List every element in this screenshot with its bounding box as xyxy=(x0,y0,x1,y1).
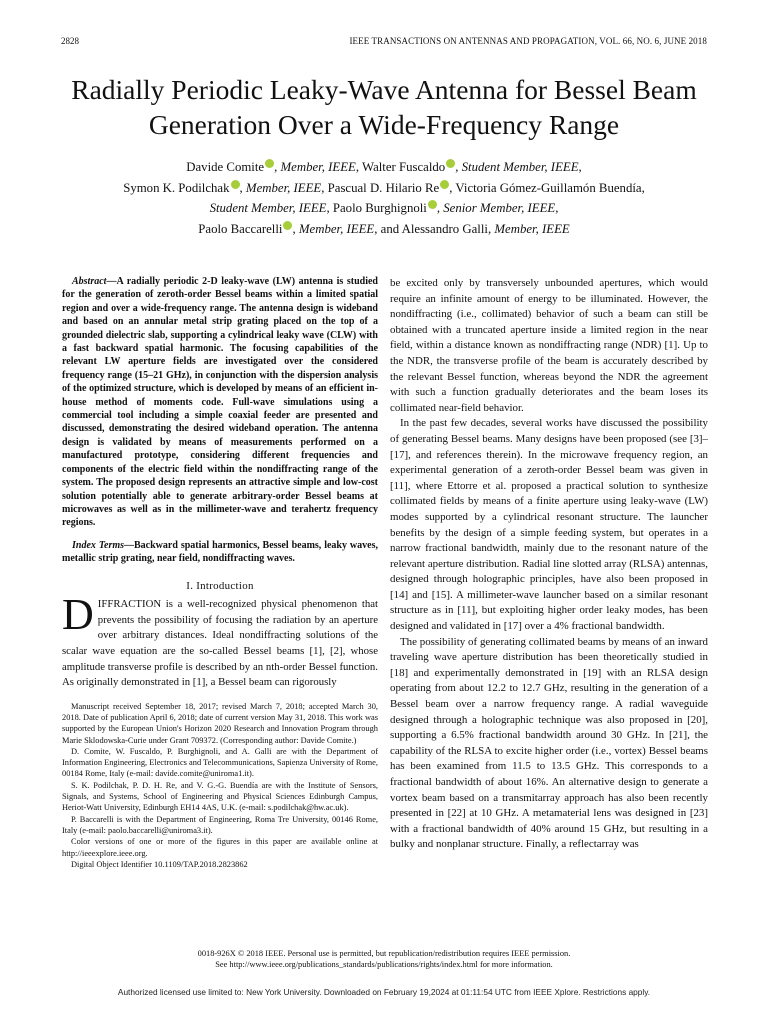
copyright-line: 0018-926X © 2018 IEEE. Personal use is permitted, but republication/redistribution requires IEEE permission. xyxy=(197,949,571,958)
download-notice: Authorized licensed use limited to: New York University. Downloaded on February 19,2024 at 01:11:54 UTC from IEEE Xplore. Restrictions apply. xyxy=(117,987,651,997)
abstract-lead: Abstract xyxy=(72,276,107,287)
author-sep: , xyxy=(239,180,246,195)
author-membership: Senior Member, IEEE xyxy=(443,201,556,215)
abstract-text: —A radially periodic 2-D leaky-wave (LW) antenna is studied for the generation of zeroth-order Bessel beams within a limited spatial region and over a wide-frequency range. The antenna design is wideband and based on an annular metal strip grating placed on the top of a grounded dielectric slab, supporting a cylindrical leaky wave (CLW) with a fast backward spatial harmonic. The focusing capabilities of the relevant LW aperture fields are investigated over the considered frequency range (15–21 GHz), in conjunction with the dispersion analysis of the optimized structure, which is developed by means of an efficient in-house method of moments code. Full-wave simulations using a commercial tool including a simple coaxial feeder are presented and discussed, demonstrating the desired wideband operation. The antenna design is validated by means of measurements performed on a manufactured prototype, considering different frequencies and components of the electric field within the nondiffracting range of the system. The proposed design represents an attractive simple and low-cost solution potentially able to generate arbitrary-order Bessel beams at microwaves as well as in the millimeter-wave and terahertz frequency regions. xyxy=(62,276,378,529)
journal-header: IEEE TRANSACTIONS ON ANTENNAS AND PROPAGATION, VOL. 66, NO. 6, JUNE 2018 xyxy=(349,36,707,46)
author-membership: Member, IEEE xyxy=(245,180,322,195)
abstract xyxy=(62,275,378,530)
author-name: , and Alessandro Galli, xyxy=(374,221,495,236)
section-heading: I. Introduction xyxy=(186,579,254,592)
drop-cap: D xyxy=(62,590,94,640)
author-name: Symon K. Podilchak xyxy=(123,180,230,195)
author-name: , Pascual D. Hilario Re xyxy=(321,180,440,195)
author-sep: , xyxy=(578,160,582,174)
footnotes xyxy=(62,701,378,870)
copyright-line: See http://www.ieee.org/publications_standards/publications/rights/index.html for more information. xyxy=(215,960,553,970)
author-membership: Student Member, IEEE xyxy=(461,160,579,174)
author-sep: , xyxy=(555,201,559,215)
index-terms xyxy=(62,539,378,566)
body-paragraph: The possibility of generating collimated beams by means of an inward traveling wave aperture distribution has been theoretically studied in [18] and experimentally demonstrated in [19] with an RLSA design operating from about 12.2 to 12.7 GHz, resulting in the generation of a Bessel beam over a narrow frequency range. A radial waveguide designed through a holographic technique was also proposed in [20], supporting a 6.5% fractional bandwidth around 30 GHz. In [21], the capability of the RLSA to excite higher order (i.e., vortex) Bessel beams has been examined from 11.5 to 13.5 GHz. This corresponds to a fractional bandwidth of about 16%. An alternative design to generate a vortex beam based on a transmitarray approach has also been recently presented in [22] at 10 GHz. A metamaterial lens was designed in [23] with a fractional bandwidth of 40% around 15 GHz, but resulting in a bulky and nonplanar structure. Finally, a reflectarray was xyxy=(390,635,708,851)
author-name: Paolo Baccarelli xyxy=(198,221,283,236)
author-line-3 xyxy=(60,198,708,219)
footnote: P. Baccarelli is with the Department of Engineering, Roma Tre University, 00146 Rome, Italy (e-mail: paolo.baccarelli@uniroma3.it). xyxy=(62,814,378,835)
intro-text: IFFRACTION is a well-recognized physical phenomenon that prevents the possibility of focusing the radiation by an aperture over arbitrary distances. Ideal nondiffracting solutions of the scalar wave equation are the so-called Bessel beams [1], [2], whose amplitude transverse profile is described by an nth-order Bessel function. As originally demonstrated in [1], a Bessel beam can rigorously xyxy=(62,598,378,689)
intro-paragraph xyxy=(62,590,378,691)
orcid-icon[interactable] xyxy=(231,180,240,189)
author-name: Davide Comite xyxy=(186,160,265,174)
author-name: , Walter Fuscaldo xyxy=(355,160,446,174)
author-membership: Member, IEEE xyxy=(280,160,356,174)
footnote: Manuscript received September 18, 2017; revised March 7, 2018; accepted March 30, 2018. Date of publication April 6, 2018; date of current version May 31, 2018. This work was supported by the European Union's Horizon 2020 Research and Innovation Program through Marie Sklodowska-Curie under Grant 709372. (Corresponding author: Davide Comite.) xyxy=(62,701,378,745)
orcid-icon[interactable] xyxy=(440,180,449,189)
body-paragraph: be excited only by transversely unbounded apertures, which would require an infinite amount of energy to be illuminated. However, the nondiffracting (i.e., collimated) behavior of such a beam can still be obtained with a truncated aperture inside a limited region in the near field, within a distance known as nondiffracting range (NDR) [1]. Up to the NDR, the transverse profile of the beam is accurately described by the relevant Bessel function, whereas beyond the NDR the agreement with such a function gradually deteriorates and the beam loses its collimated near-field behavior. xyxy=(390,277,708,414)
body-paragraph: In the past few decades, several works have discussed the possibility of generating Bessel beams. Many designs have been proposed (see [3]–[17], and references therein). In the microwave frequency region, an experimental generation of a zeroth-order Bessel beam was given in [11], where Ettorre et al. proposed a practical solution to synthesize collimated fields by means of a finite aperture using leaky-wave (LW) modes supported by a cylindrical resonant structure. The launcher benefits by the design of a simple feeding system, but operates in a narrow fractional bandwidth, mainly due to the resonant nature of the relevant aperture distribution. Radial line slotted array (RLSA) antennas, designed through holographic principles, have also been proposed in [14] and [15]. A millimeter-wave launcher based on a similar resonant structure as in [11], but exploiting higher order leaky modes, has been designed and validated in [17] over a 4% fractional bandwidth. xyxy=(390,417,708,633)
author-membership: Member, IEEE xyxy=(494,221,570,236)
author-line-1 xyxy=(60,157,708,178)
orcid-icon[interactable] xyxy=(446,159,455,168)
orcid-icon[interactable] xyxy=(265,159,274,168)
author-sep: , xyxy=(292,221,299,236)
copyright-notice xyxy=(60,948,708,971)
author-line-2 xyxy=(60,178,708,199)
footnote: S. K. Podilchak, P. D. H. Re, and V. G.-G. Buendía are with the Institute of Sensors, Signals, and Systems, School of Engineering and Physical Sciences Edinburgh Campus, Heriot-Watt University, Edinburgh EH14 4AS, U.K. (e-mail: s.podilchak@hw.ac.uk). xyxy=(62,780,378,813)
author-sep: , xyxy=(455,160,462,174)
author-membership: Student Member, IEEE xyxy=(209,201,327,215)
right-column xyxy=(390,276,708,853)
paper-title: Radially Periodic Leaky-Wave Antenna for Bessel Beam Generation Over a Wide-Frequency Range xyxy=(71,74,697,140)
footnote: Color versions of one or more of the figures in this paper are available online at http://ieeexplore.ieee.org. xyxy=(62,837,378,858)
author-line-4 xyxy=(60,219,708,240)
index-terms-lead: Index Terms xyxy=(72,539,125,551)
footnote: D. Comite, W. Fuscaldo, P. Burghignoli, and A. Galli are with the Department of Information Engineering, Electronics and Telecommunications, Sapienza University of Rome, 00184 Rome, Italy (e-mail: davide.comite@uniroma1.it). xyxy=(62,746,378,779)
orcid-icon[interactable] xyxy=(428,200,437,209)
left-column xyxy=(62,275,378,870)
author-membership: Member, IEEE xyxy=(298,221,375,236)
author-sep: , xyxy=(274,160,281,174)
page-number: 2828 xyxy=(61,36,79,46)
author-list xyxy=(60,157,708,239)
author-name: , Paolo Burghignoli xyxy=(326,201,427,215)
author-sep: , xyxy=(436,201,444,215)
author-name: , Victoria Gómez-Guillamón Buendía, xyxy=(449,180,645,195)
footnote: Digital Object Identifier 10.1109/TAP.2018.2823862 xyxy=(71,859,248,869)
index-terms-text: —Backward spatial harmonics, Bessel beams, leaky waves, metallic strip grating, near field, nondiffracting waves. xyxy=(62,539,378,565)
